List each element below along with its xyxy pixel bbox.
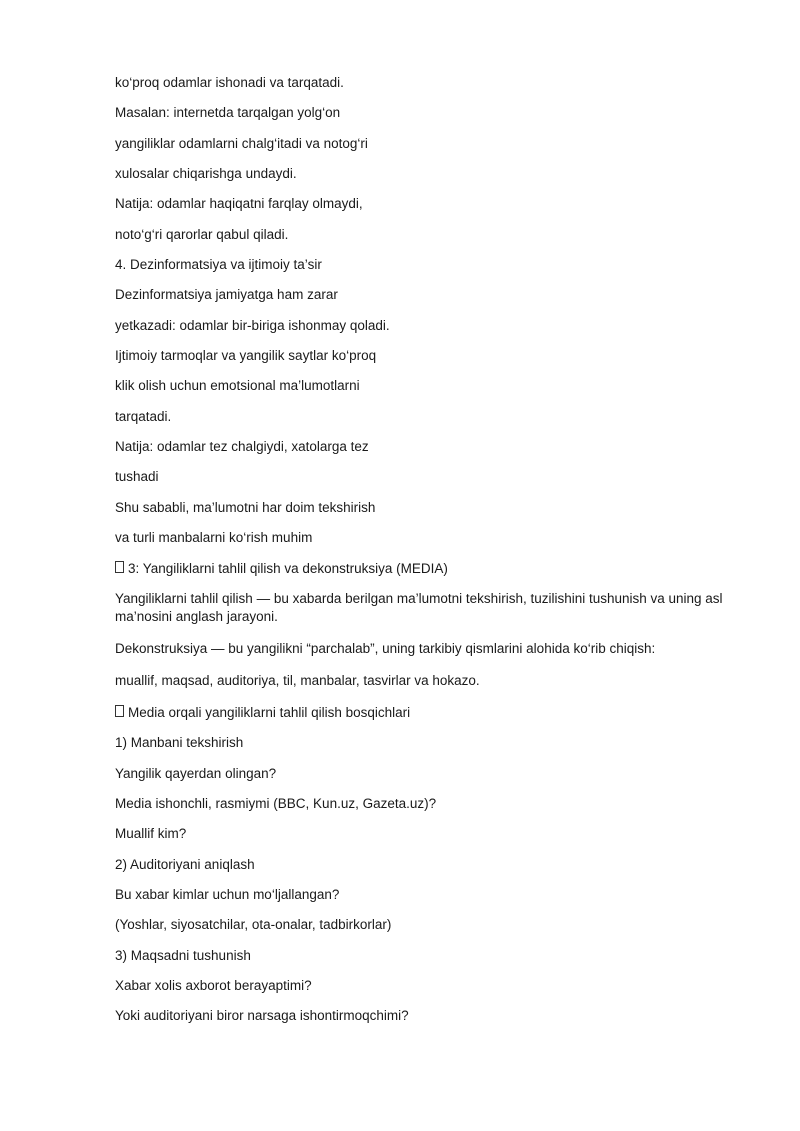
text-line: Yangilik qayerdan olingan? [115,765,277,781]
text-line: Yoki auditoriyani biror narsaga ishontirmoqchimi? [115,1008,409,1024]
section-heading [115,560,735,578]
text-line: Shu sababli, ma’lumotni har doim tekshirish [115,499,376,515]
paragraph-deconstruction: Dekonstruksiya — bu yangilikni “parchalab”, uning tarkibiy qismlarini alohida ko‘rib chiqish: [115,640,656,656]
steps-heading [115,704,735,722]
text-line: Natija: odamlar haqiqatni farqlay olmaydi, [115,196,363,212]
text-line: Natija: odamlar tez chalgiydi, xatolarga tez [115,439,369,455]
text-line: ko‘proq odamlar ishonadi va tarqatadi. [115,75,344,90]
text-line: noto‘g‘ri qarorlar qabul qiladi. [115,226,289,242]
section-heading-text: 3: Yangiliklarni tahlil qilish va dekonstruksiya (MEDIA) [128,560,448,576]
text-line: tarqatadi. [115,408,172,424]
text-line: Masalan: internetda tarqalgan yolg‘on [115,105,341,121]
paragraph-items: muallif, maqsad, auditoriya, til, manbalar, tasvirlar va hokazo. [115,672,480,688]
missing-glyph-icon [115,560,125,578]
step-heading: 1) Manbani tekshirish [115,735,244,751]
text-line: Bu xabar kimlar uchun mo‘ljallangan? [115,886,340,902]
text-line: Media ishonchli, rasmiymi (BBC, Kun.uz, Gazeta.uz)? [115,795,437,811]
text-line: tushadi [115,469,159,485]
text-line: Xabar xolis axborot berayaptimi? [115,977,312,993]
steps-heading-text: Media orqali yangiliklarni tahlil qilish bosqichlari [128,704,411,720]
text-line: Ijtimoiy tarmoqlar va yangilik saytlar ko‘proq [115,348,377,364]
text-line: (Yoshlar, siyosatchilar, ota-onalar, tadbirkorlar) [115,917,392,933]
missing-glyph-icon [115,704,125,722]
text-line: yangiliklar odamlarni chalg‘itadi va notog‘ri [115,135,368,151]
text-line: xulosalar chiqarishga undaydi. [115,166,297,182]
step-heading: 3) Maqsadni tushunish [115,947,251,963]
document-page [115,74,735,1038]
text-line: yetkazadi: odamlar bir-biriga ishonmay qoladi. [115,317,390,333]
paragraph-analysis: Yangiliklarni tahlil qilish — bu xabarda berilgan ma’lumotni tekshirish, tuzilishini tushunish va uning asl ma’nosini anglash jarayoni. [115,590,723,624]
section-number-heading: 4. Dezinformatsiya va ijtimoiy ta’sir [115,257,322,273]
text-line: Dezinformatsiya jamiyatga ham zarar [115,287,338,303]
text-line: Muallif kim? [115,826,187,842]
text-line: va turli manbalarni ko‘rish muhim [115,530,313,546]
text-line: klik olish uchun emotsional ma’lumotlarni [115,378,360,394]
step-heading: 2) Auditoriyani aniqlash [115,856,255,872]
